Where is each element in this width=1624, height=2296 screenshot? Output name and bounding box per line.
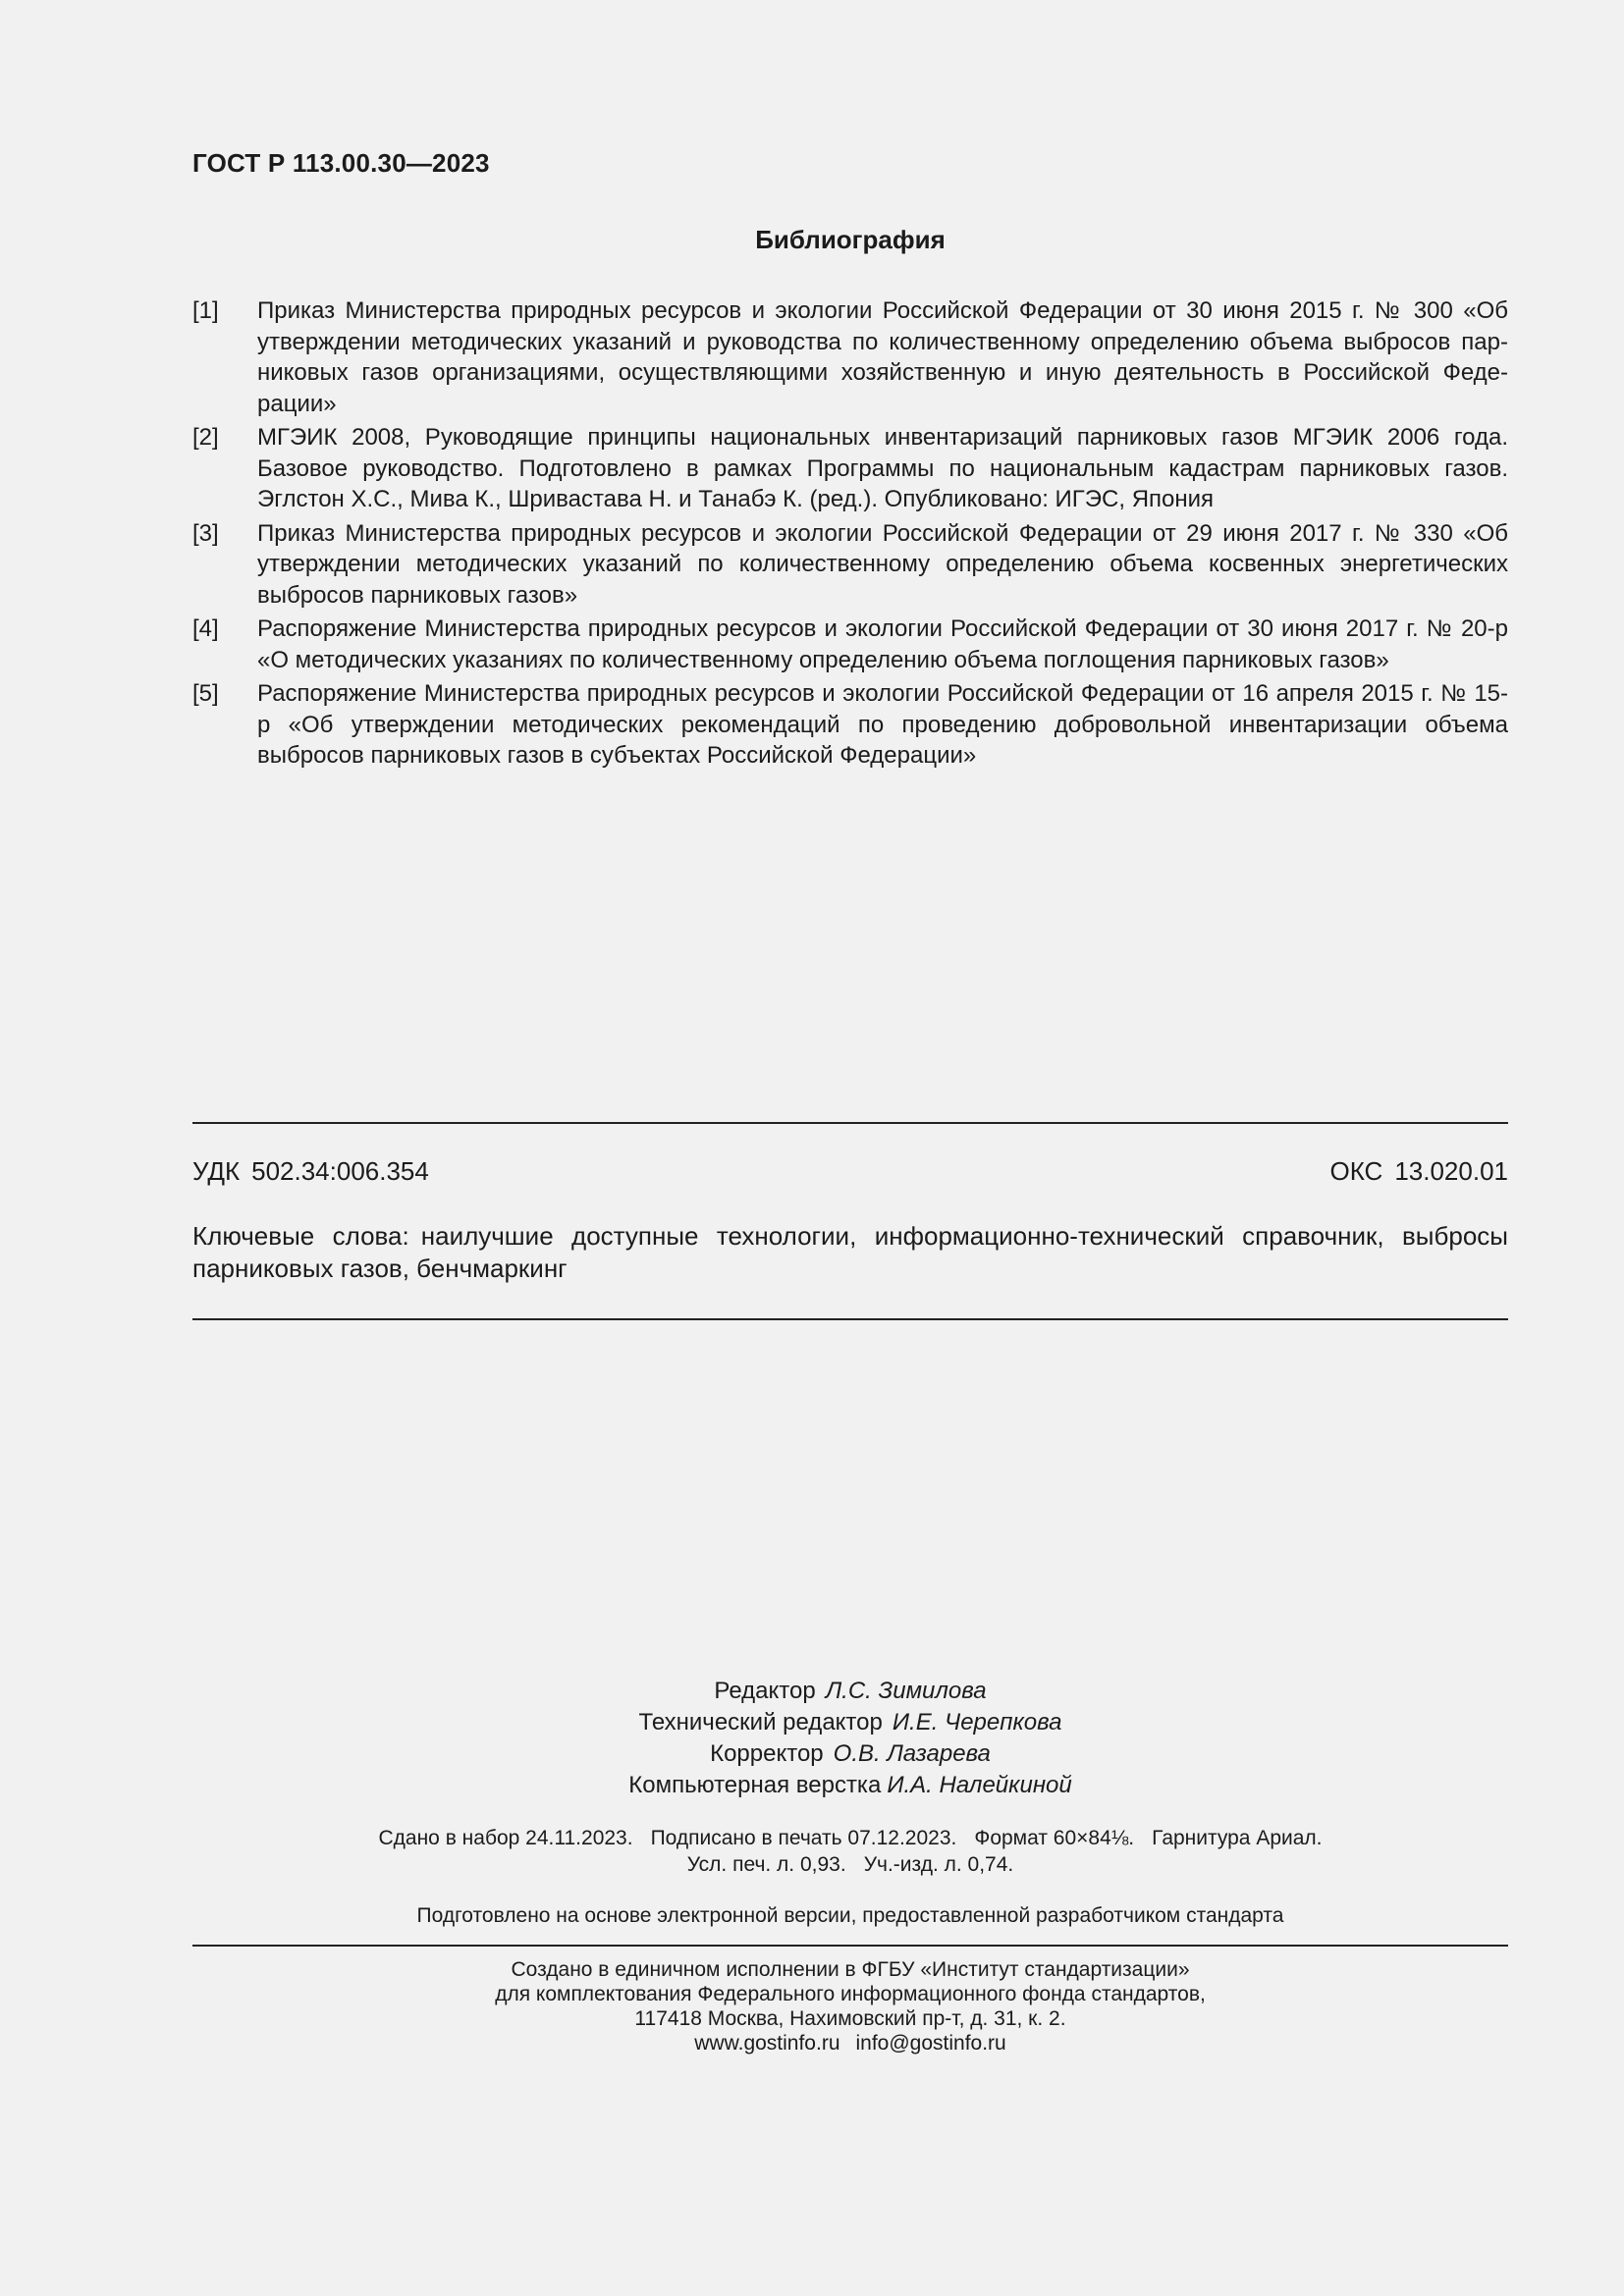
credits-block: [192, 1676, 1508, 1801]
footer-divider: [192, 1945, 1508, 1947]
footer-line-1: Создано в единичном исполнении в ФГБУ «Институт стандартизации»: [511, 1958, 1190, 1981]
paper-format: Формат 60×84⅛.: [974, 1827, 1135, 1849]
keywords-text: наилучшие доступные технологии, информационно-технический справочник, выбросы парниковых газов, бенчмаркинг: [192, 1221, 1508, 1283]
footer-contacts: [192, 2031, 1508, 2056]
bibliography-item-number: [1]: [192, 297, 219, 324]
top-divider: [192, 1122, 1508, 1124]
publication-line-2: [192, 1851, 1508, 1878]
footer-line-3: 117418 Москва, Нахимовский пр-т, д. 31, к. 2.: [634, 2007, 1066, 2030]
print-sheets: Усл. печ. л. 0,93.: [686, 1853, 846, 1876]
prepared-note: Подготовлено на основе электронной версии, предоставленной разработчиком стандарта: [416, 1904, 1284, 1927]
bibliography-item: [192, 295, 1508, 419]
bibliography-item: [192, 518, 1508, 612]
website-link[interactable]: www.gostinfo.ru: [694, 2032, 840, 2055]
editor-line: [192, 1676, 1508, 1707]
oks-code: [1329, 1156, 1508, 1187]
proofreader-line: [192, 1738, 1508, 1770]
proofreader-name: О.В. Лазарева: [833, 1740, 991, 1767]
keywords-label: Ключевые слова:: [192, 1221, 409, 1251]
oks-label: ОКС: [1329, 1156, 1383, 1186]
bibliography-item: [192, 422, 1508, 515]
bibliography-title: Библиография: [755, 225, 946, 254]
oks-value: 13.020.01: [1394, 1156, 1508, 1186]
bibliography-item: [192, 614, 1508, 675]
bibliography-item-text: Приказ Министерства природных ресурсов и экологии Российской Федерации от 29 июня 2017 г. № 330 «Об утверждении методических указаний по количественному определению объема косвенных энергетических выбросов парниковых газов»: [257, 519, 1508, 609]
email-link[interactable]: info@gostinfo.ru: [855, 2032, 1006, 2055]
bottom-divider: [192, 1318, 1508, 1320]
publication-info: [192, 1825, 1508, 1878]
keywords-block: [192, 1220, 1508, 1285]
footer-line-2: для комплектования Федерального информационного фонда стандартов,: [495, 1983, 1206, 2005]
classification-row: [192, 1156, 1508, 1187]
publication-line-1: [192, 1825, 1508, 1851]
udk-code: [192, 1156, 429, 1187]
typeface: Гарнитура Ариал.: [1152, 1827, 1323, 1849]
proofreader-label: Корректор: [710, 1740, 824, 1767]
layout-name: И.А. Налейкиной: [887, 1772, 1072, 1798]
bibliography-item: [192, 678, 1508, 772]
typeset-date: Сдано в набор 24.11.2023.: [378, 1827, 633, 1849]
bibliography-list: [192, 295, 1508, 774]
layout-line: [192, 1770, 1508, 1801]
bibliography-item-text: Распоряжение Министерства природных ресурсов и экологии Российской Федерации от 16 апреля 2015 г. № 15-р «Об утверждении методических рекомендаций по проведению добровольной инвентаризации объема выбросов парниковых газов в субъектах Российской Федерации»: [257, 680, 1508, 769]
bibliography-item-text: Распоряжение Министерства природных ресурсов и экологии Российской Федерации от 30 июня 2017 г. № 20-р «О методических указаниях по количественному определению объема поглощения парниковых газов»: [257, 615, 1508, 673]
editor-label: Редактор: [714, 1678, 816, 1704]
udk-value: 502.34:006.354: [251, 1156, 429, 1186]
signed-date: Подписано в печать 07.12.2023.: [650, 1827, 957, 1849]
document-code-header: ГОСТ Р 113.00.30—2023: [192, 148, 490, 178]
publication-sheets: Уч.-изд. л. 0,74.: [863, 1853, 1014, 1876]
bibliography-item-text: МГЭИК 2008, Руководящие принципы национальных инвентаризаций парниковых газов МГЭИК 2006 года. Базовое руководство. Подготовлено в рамках Программы по национальным кадастрам парниковых газов. Эглстон Х.С., Мива К., Шривастава Н. и Танабэ К. (ред.). Опубликовано: ИГЭС, Япония: [257, 424, 1508, 512]
bibliography-item-number: [4]: [192, 615, 219, 642]
tech-editor-line: [192, 1707, 1508, 1738]
layout-label: Компьютерная верстка: [628, 1772, 882, 1798]
tech-editor-label: Технический редактор: [638, 1709, 883, 1735]
editor-name: Л.С. Зимилова: [825, 1678, 987, 1704]
tech-editor-name: И.Е. Черепкова: [892, 1709, 1062, 1735]
bibliography-item-number: [3]: [192, 519, 219, 547]
bibliography-item-number: [2]: [192, 424, 219, 451]
footer-block: [192, 1957, 1508, 2056]
bibliography-item-text: Приказ Министерства природных ресурсов и экологии Российской Федерации от 30 июня 2015 г. № 300 «Об утверждении методических указаний и руководства по количественному определению объема выбросов парниковых газов организациями, осуществляющими хозяйственную и иную деятельность в Российской Федерации»: [257, 297, 1508, 417]
udk-label: УДК: [192, 1156, 241, 1186]
bibliography-item-number: [5]: [192, 680, 219, 707]
